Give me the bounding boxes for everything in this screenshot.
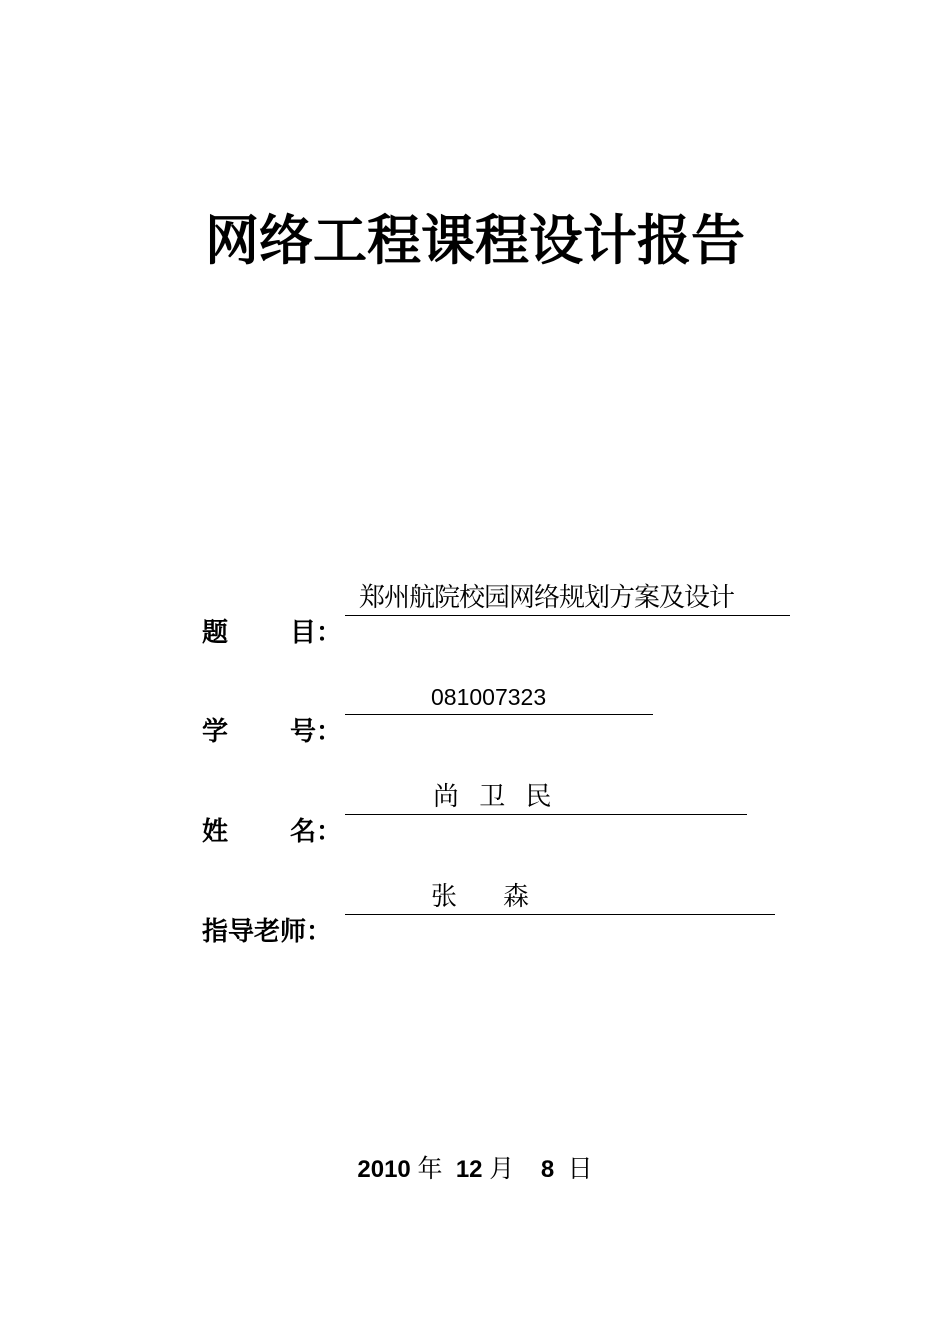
advisor-label-text: 指导老师： [202, 917, 333, 947]
student-id-value-line [345, 680, 653, 715]
advisor-field [202, 881, 775, 947]
student-id-field [202, 681, 653, 747]
name-value-line [345, 780, 747, 815]
student-id-value: 081007323 [431, 684, 547, 710]
advisor-value-char2: 森 [503, 882, 530, 912]
topic-label-char2: 目： [290, 618, 343, 648]
topic-value: 郑州航院校园网络规划方案及设计 [359, 583, 735, 613]
date-month: 12 [455, 1156, 483, 1183]
report-date [0, 1152, 950, 1187]
topic-field [202, 582, 790, 648]
student-id-label-char1: 学 [202, 717, 229, 747]
name-label-char2: 名： [290, 817, 343, 847]
date-month-unit: 月 [489, 1154, 515, 1183]
report-title: 网络工程课程设计报告 [205, 209, 745, 272]
name-field [202, 781, 747, 847]
name-label-char1: 姓 [202, 817, 229, 847]
advisor-value-line [345, 880, 775, 915]
date-day-unit: 日 [567, 1154, 593, 1183]
date-year-unit: 年 [417, 1154, 443, 1183]
topic-value-line [345, 581, 790, 616]
topic-label-char1: 题 [202, 618, 229, 648]
date-day: 8 [540, 1156, 555, 1183]
date-year: 2010 [357, 1156, 411, 1183]
advisor-value-char1: 张 [431, 882, 458, 912]
student-id-label-char2: 号： [290, 717, 343, 747]
name-value: 尚 卫 民 [433, 782, 558, 812]
